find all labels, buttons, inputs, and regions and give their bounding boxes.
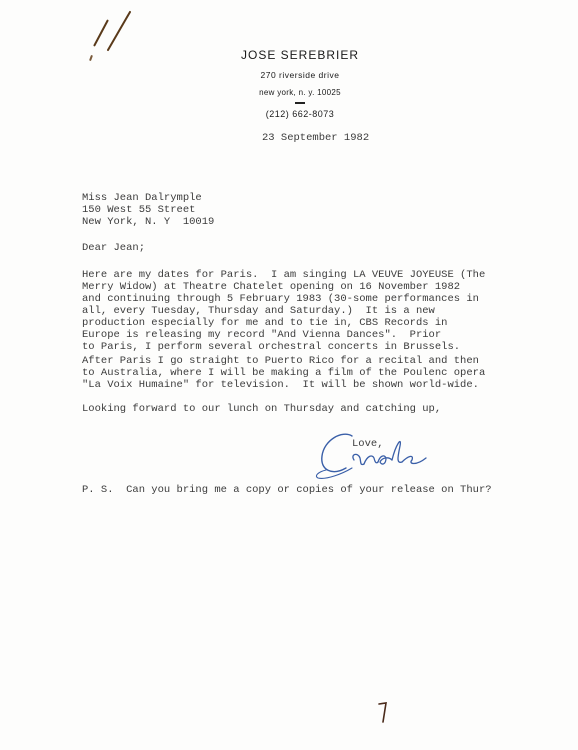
ink-mark bbox=[107, 11, 132, 52]
letterhead bbox=[200, 48, 400, 119]
postscript: P. S. Can you bring me a copy or copies of your release on Thur? bbox=[82, 484, 492, 496]
letterhead-name: JOSE SEREBRIER bbox=[240, 48, 360, 62]
salutation: Dear Jean; bbox=[82, 242, 146, 254]
letterhead-phone: (212) 662-8073 bbox=[265, 108, 335, 119]
body-paragraph-3: Looking forward to our lunch on Thursday and catching up, bbox=[82, 403, 442, 415]
ink-mark bbox=[93, 19, 109, 46]
ink-mark bbox=[89, 55, 93, 61]
recipient-address bbox=[82, 192, 214, 228]
handwritten-signature bbox=[312, 426, 442, 486]
ink-mark bbox=[376, 700, 390, 726]
letterhead-city: new york, n. y. 10025 bbox=[259, 88, 341, 97]
recipient-street: 150 West 55 Street bbox=[82, 204, 196, 216]
recipient-city: New York, N. Y 10019 bbox=[82, 216, 215, 228]
recipient-name: Miss Jean Dalrymple bbox=[82, 192, 202, 204]
letter-date: 23 September 1982 bbox=[262, 132, 370, 144]
body-paragraph-1: Here are my dates for Paris. I am singing LA VEUVE JOYEUSE (The Merry Widow) at Theatre Chatelet opening on 16 November 1982 and continuing through 5 February 1983 (30-some performances in all, every Tuesday, Thursday and Saturday.) It is a new production especially for me and to tie in, CBS Records in Europe is releasing my record "And Vienna Dances". Prior to Paris, I perform several orchestral concerts in Brussels. bbox=[82, 269, 486, 353]
closing: Love, bbox=[352, 438, 384, 450]
letterhead-street: 270 riverside drive bbox=[260, 70, 340, 80]
body-paragraph-2: After Paris I go straight to Puerto Rico for a recital and then to Australia, where I will be making a film of the Poulenc opera "La Voix Humaine" for television. It will be shown world-wide. bbox=[82, 355, 486, 391]
letterhead-divider bbox=[295, 102, 305, 104]
